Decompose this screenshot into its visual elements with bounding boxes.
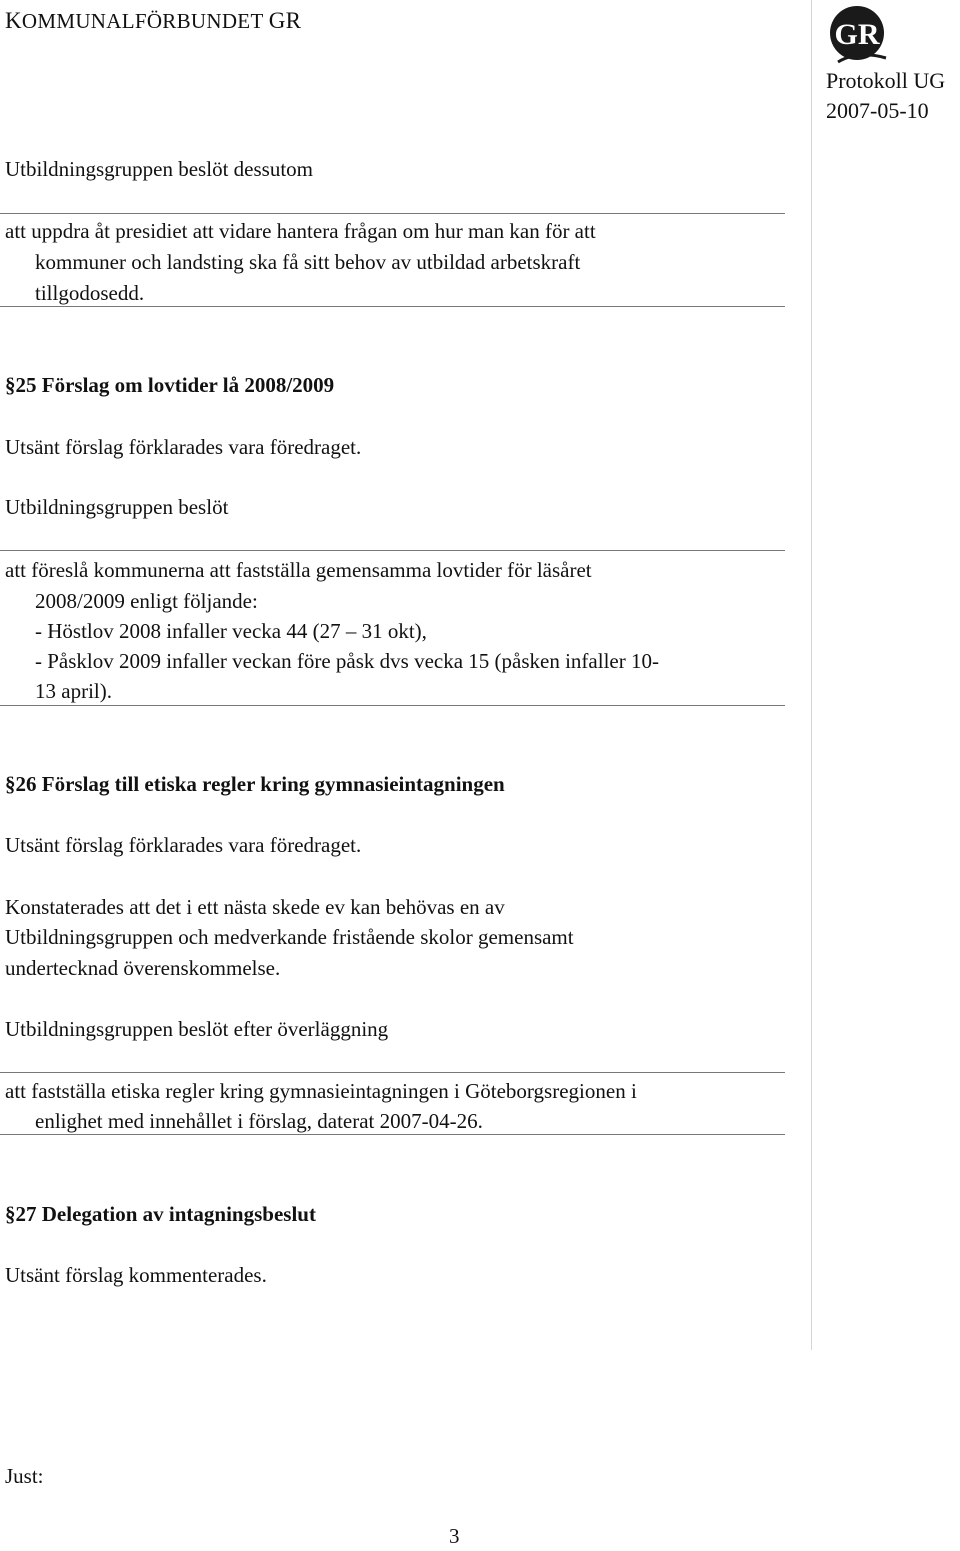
- section-26-decision-bottom-rule: [0, 1134, 785, 1135]
- section-26-paragraph-line: Utbildningsgruppen och medverkande fristående skolor gemensamt: [5, 925, 574, 949]
- decision-line: att uppdra åt presidiet att vidare hantera frågan om hur man kan för att: [5, 219, 596, 243]
- decision-line: tillgodosedd.: [35, 281, 145, 305]
- section-25-decision-bottom-rule: [0, 705, 785, 706]
- section-25-decision-intro: Utbildningsgruppen beslöt: [5, 495, 229, 519]
- header-vertical-divider: [811, 0, 812, 1350]
- decision-line: 13 april).: [35, 679, 112, 703]
- decision-line: - Påsklov 2009 infaller veckan före påsk dvs vecka 15 (påsken infaller 10-: [35, 649, 659, 673]
- section-25-decision-top-rule: [0, 550, 785, 551]
- section-26-paragraph-line: undertecknad överenskommelse.: [5, 956, 281, 980]
- decision-line: enlighet med innehållet i förslag, daterat 2007-04-26.: [35, 1109, 483, 1133]
- gr-logo-icon: [828, 4, 890, 64]
- document-title: Protokoll UG: [826, 68, 946, 93]
- document-date: 2007-05-10: [826, 98, 929, 123]
- section-25-title: §25 Förslag om lovtider lå 2008/2009: [5, 373, 335, 397]
- section-26-decision-intro: Utbildningsgruppen beslöt efter överläggning: [5, 1017, 389, 1041]
- section-27-paragraph: Utsänt förslag kommenterades.: [5, 1263, 267, 1287]
- decision-top-rule: [0, 213, 785, 214]
- decision-line: att fastställa etiska regler kring gymnasieintagningen i Göteborgsregionen i: [5, 1079, 637, 1103]
- organization-name: [5, 6, 301, 36]
- gr-logo: [828, 4, 890, 64]
- section-26-title: §26 Förslag till etiska regler kring gymnasieintagningen: [5, 772, 505, 796]
- org-name-rest: OMMUNALFÖRBUNDET: [21, 9, 264, 33]
- section-26-paragraph: Utsänt förslag förklarades vara föredraget.: [5, 833, 362, 857]
- decision-intro: Utbildningsgruppen beslöt dessutom: [5, 157, 313, 181]
- section-26-paragraph-line: Konstaterades att det i ett nästa skede ev kan behövas en av: [5, 895, 505, 919]
- page-number: 3: [449, 1524, 460, 1548]
- decision-line: att föreslå kommunerna att fastställa gemensamma lovtider för läsåret: [5, 558, 592, 582]
- section-25-paragraph: Utsänt förslag förklarades vara föredraget.: [5, 435, 362, 459]
- org-initial: K: [5, 8, 22, 33]
- logo-letters: GR: [834, 18, 880, 51]
- decision-line: kommuner och landsting ska få sitt behov av utbildad arbetskraft: [35, 250, 581, 274]
- org-abbreviation: GR: [268, 8, 302, 33]
- decision-line: - Höstlov 2008 infaller vecka 44 (27 – 31 okt),: [35, 619, 427, 643]
- decision-line: 2008/2009 enligt följande:: [35, 589, 258, 613]
- decision-bottom-rule: [0, 306, 785, 307]
- justification-label: Just:: [5, 1464, 44, 1488]
- section-26-decision-top-rule: [0, 1072, 785, 1073]
- section-27-title: §27 Delegation av intagningsbeslut: [5, 1202, 316, 1226]
